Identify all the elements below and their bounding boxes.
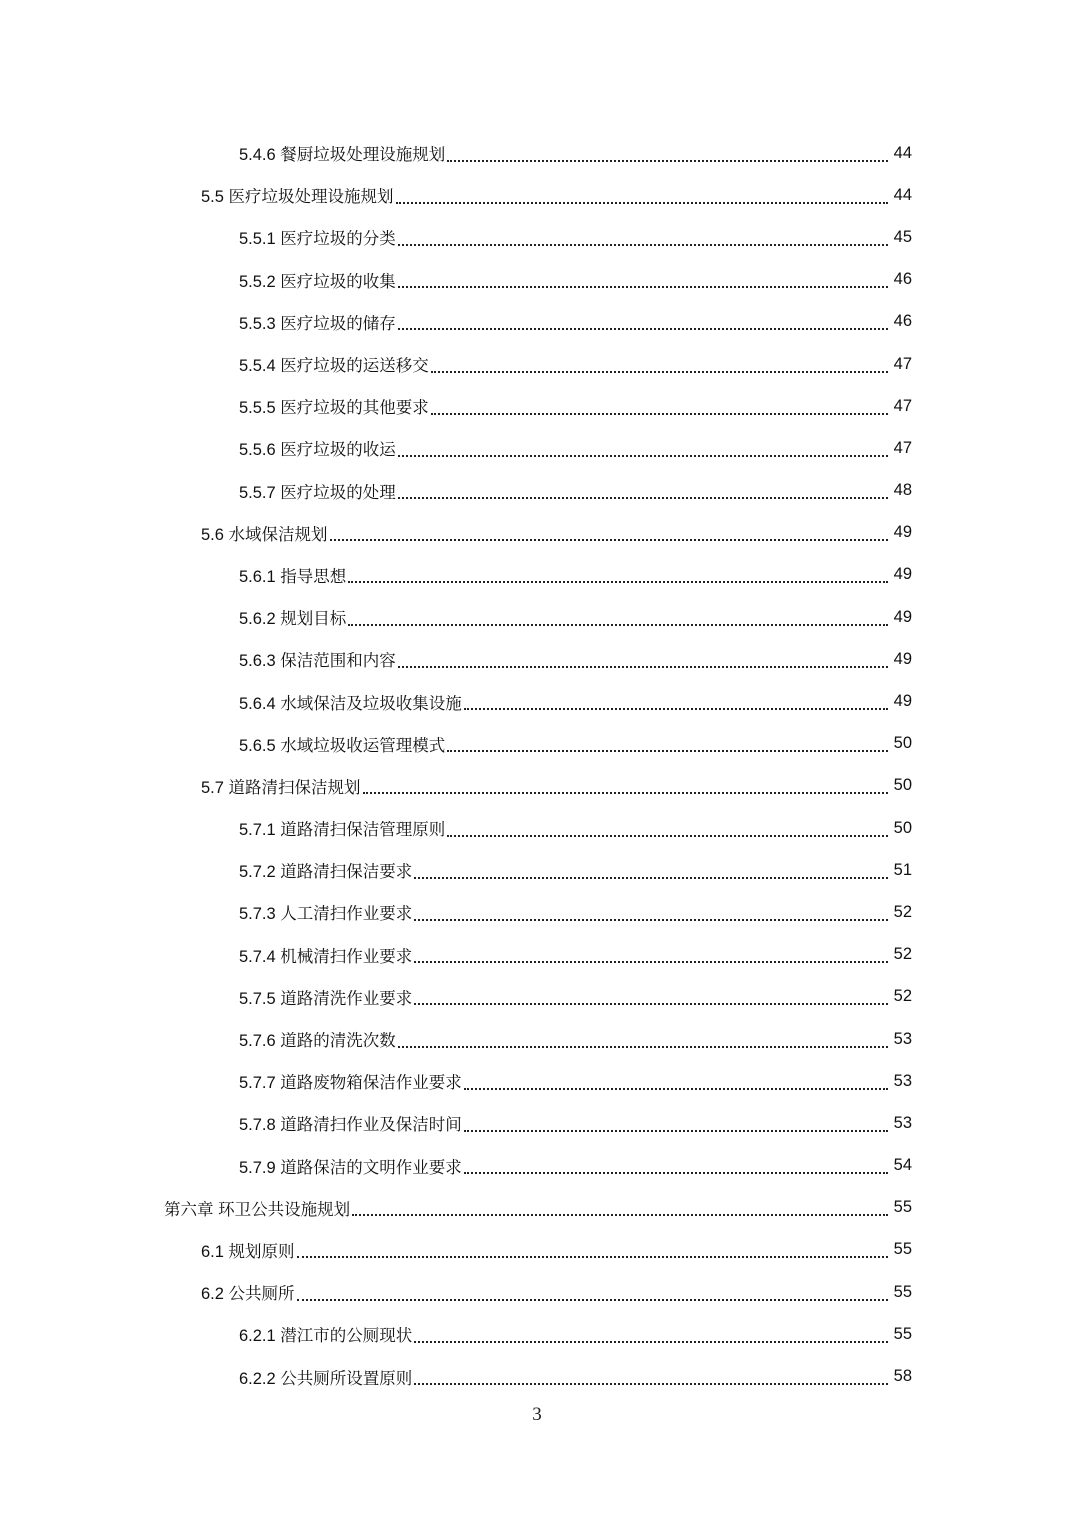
toc-entry-5-6-2[interactable] [0, 596, 1074, 638]
toc-entry-6-1[interactable] [0, 1229, 1074, 1271]
toc-entry-page: 46 [893, 270, 912, 289]
dot-leader [398, 285, 888, 288]
toc-entry-5-7[interactable] [0, 765, 1074, 807]
toc-entry-5-5-5[interactable] [0, 385, 1074, 427]
toc-entry-title: 5.4.6 餐厨垃圾处理设施规划 [239, 146, 446, 165]
dot-leader [398, 496, 888, 499]
toc-entry-5-7-9[interactable] [0, 1145, 1074, 1187]
toc-entry-5-5-7[interactable] [0, 470, 1074, 512]
toc-entry-page: 53 [893, 1113, 912, 1132]
toc-entry-title: 5.7.3 人工清扫作业要求 [239, 905, 413, 924]
toc-entry-page: 44 [893, 185, 912, 204]
dot-leader [398, 327, 888, 330]
dot-leader [348, 580, 888, 583]
toc-entry-page: 52 [893, 987, 912, 1006]
dot-leader [414, 918, 888, 921]
toc-entry-page: 50 [893, 776, 912, 795]
page-number: 3 [532, 1404, 542, 1425]
toc-entry-6-2-1[interactable] [0, 1313, 1074, 1355]
dot-leader [414, 1002, 888, 1005]
toc-entry-6-2-2[interactable] [0, 1355, 1074, 1397]
toc-entry-page: 47 [893, 354, 912, 373]
toc-entry-page: 49 [893, 649, 912, 668]
dot-leader [363, 791, 888, 794]
toc-entry-page: 47 [893, 438, 912, 457]
toc-entry-page: 52 [893, 945, 912, 964]
toc-entry-title: 5.5.1 医疗垃圾的分类 [239, 230, 396, 249]
toc-entry-title: 5.7.7 道路废物箱保洁作业要求 [239, 1074, 462, 1093]
toc-entry-title: 5.7.6 道路的清洗次数 [239, 1032, 396, 1051]
dot-leader [464, 1129, 888, 1132]
dot-leader [352, 1213, 888, 1216]
dot-leader [398, 1045, 888, 1048]
toc-entry-page: 53 [893, 1071, 912, 1090]
toc-entry-5-6[interactable] [0, 512, 1074, 554]
toc-entry-5-7-2[interactable] [0, 849, 1074, 891]
toc-entry-title: 6.1 规划原则 [201, 1242, 295, 1261]
toc-entry-title: 5.6.3 保洁范围和内容 [239, 652, 396, 671]
dot-leader [297, 1255, 888, 1258]
dot-leader [398, 454, 888, 457]
toc-entry-5-4-6[interactable] [0, 132, 1074, 174]
toc-entry-page: 55 [893, 1324, 912, 1343]
table-of-contents [0, 132, 1074, 1398]
toc-entry-page: 53 [893, 1029, 912, 1048]
toc-entry-5-5-2[interactable] [0, 259, 1074, 301]
toc-entry-title: 6.2.2 公共厕所设置原则 [239, 1369, 413, 1388]
toc-entry-5-6-4[interactable] [0, 680, 1074, 722]
toc-entry-page: 58 [893, 1367, 912, 1386]
toc-entry-page: 55 [893, 1198, 912, 1217]
toc-entry-title: 5.7 道路清扫保洁规划 [201, 778, 361, 797]
toc-entry-5-7-3[interactable] [0, 891, 1074, 933]
dot-leader [348, 623, 888, 626]
toc-entry-page: 49 [893, 565, 912, 584]
dot-leader [447, 834, 888, 837]
dot-leader [414, 1382, 888, 1385]
dot-leader [431, 412, 888, 415]
toc-entry-title: 5.7.9 道路保洁的文明作业要求 [239, 1158, 462, 1177]
toc-entry-page: 54 [893, 1156, 912, 1175]
toc-entry-title: 5.7.4 机械清扫作业要求 [239, 947, 413, 966]
toc-entry-5-7-4[interactable] [0, 934, 1074, 976]
dot-leader [330, 538, 888, 541]
toc-entry-page: 46 [893, 312, 912, 331]
toc-entry-page: 50 [893, 734, 912, 753]
toc-entry-5-5-3[interactable] [0, 301, 1074, 343]
toc-entry-5-6-1[interactable] [0, 554, 1074, 596]
toc-entry-title: 5.5.7 医疗垃圾的处理 [239, 483, 396, 502]
dot-leader [414, 960, 888, 963]
dot-leader [447, 159, 888, 162]
toc-entry-title: 5.6.4 水域保洁及垃圾收集设施 [239, 694, 462, 713]
toc-entry-title: 5.5.2 医疗垃圾的收集 [239, 272, 396, 291]
toc-entry-page: 52 [893, 902, 912, 921]
toc-entry-5-5-1[interactable] [0, 216, 1074, 258]
toc-entry-title: 5.5 医疗垃圾处理设施规划 [201, 188, 394, 207]
toc-entry-5-5-4[interactable] [0, 343, 1074, 385]
dot-leader [414, 876, 888, 879]
toc-entry-5-5-6[interactable] [0, 427, 1074, 469]
toc-entry-5-7-1[interactable] [0, 807, 1074, 849]
toc-entry-title: 5.5.4 医疗垃圾的运送移交 [239, 357, 429, 376]
toc-entry-page: 55 [893, 1282, 912, 1301]
dot-leader [431, 370, 888, 373]
toc-entry-5-7-8[interactable] [0, 1102, 1074, 1144]
toc-entry-title: 5.7.1 道路清扫保洁管理原则 [239, 821, 446, 840]
toc-entry-title: 6.2 公共厕所 [201, 1285, 295, 1304]
toc-entry-page: 45 [893, 227, 912, 246]
toc-entry-chapter-6[interactable] [0, 1187, 1074, 1229]
toc-entry-title: 5.6 水域保洁规划 [201, 525, 328, 544]
dot-leader [464, 1087, 888, 1090]
dot-leader [447, 749, 888, 752]
toc-entry-5-6-3[interactable] [0, 638, 1074, 680]
toc-entry-page: 50 [893, 818, 912, 837]
toc-entry-5-5[interactable] [0, 174, 1074, 216]
toc-entry-page: 47 [893, 396, 912, 415]
toc-entry-5-7-5[interactable] [0, 976, 1074, 1018]
dot-leader [398, 243, 888, 246]
toc-entry-title: 5.7.8 道路清扫作业及保洁时间 [239, 1116, 462, 1135]
toc-entry-page: 49 [893, 523, 912, 542]
toc-entry-title: 5.5.5 医疗垃圾的其他要求 [239, 399, 429, 418]
toc-entry-page: 44 [893, 143, 912, 162]
dot-leader [396, 201, 888, 204]
toc-entry-title: 5.6.1 指导思想 [239, 567, 347, 586]
toc-entry-5-7-7[interactable] [0, 1060, 1074, 1102]
dot-leader [464, 707, 888, 710]
toc-entry-5-6-5[interactable] [0, 723, 1074, 765]
toc-entry-page: 49 [893, 607, 912, 626]
dot-leader [398, 665, 888, 668]
dot-leader [414, 1340, 888, 1343]
toc-entry-title: 5.6.5 水域垃圾收运管理模式 [239, 736, 446, 755]
toc-entry-page: 48 [893, 481, 912, 500]
toc-entry-title: 第六章 环卫公共设施规划 [164, 1200, 351, 1219]
toc-entry-page: 49 [893, 692, 912, 711]
toc-entry-6-2[interactable] [0, 1271, 1074, 1313]
toc-entry-page: 55 [893, 1240, 912, 1259]
toc-entry-page: 51 [893, 860, 912, 879]
toc-entry-title: 5.5.6 医疗垃圾的收运 [239, 441, 396, 460]
toc-entry-5-7-6[interactable] [0, 1018, 1074, 1060]
toc-entry-title: 6.2.1 潜江市的公厕现状 [239, 1327, 413, 1346]
toc-entry-title: 5.7.2 道路清扫保洁要求 [239, 863, 413, 882]
toc-entry-title: 5.7.5 道路清洗作业要求 [239, 989, 413, 1008]
dot-leader [464, 1171, 888, 1174]
toc-entry-title: 5.6.2 规划目标 [239, 610, 347, 629]
dot-leader [297, 1298, 888, 1301]
toc-entry-title: 5.5.3 医疗垃圾的储存 [239, 314, 396, 333]
